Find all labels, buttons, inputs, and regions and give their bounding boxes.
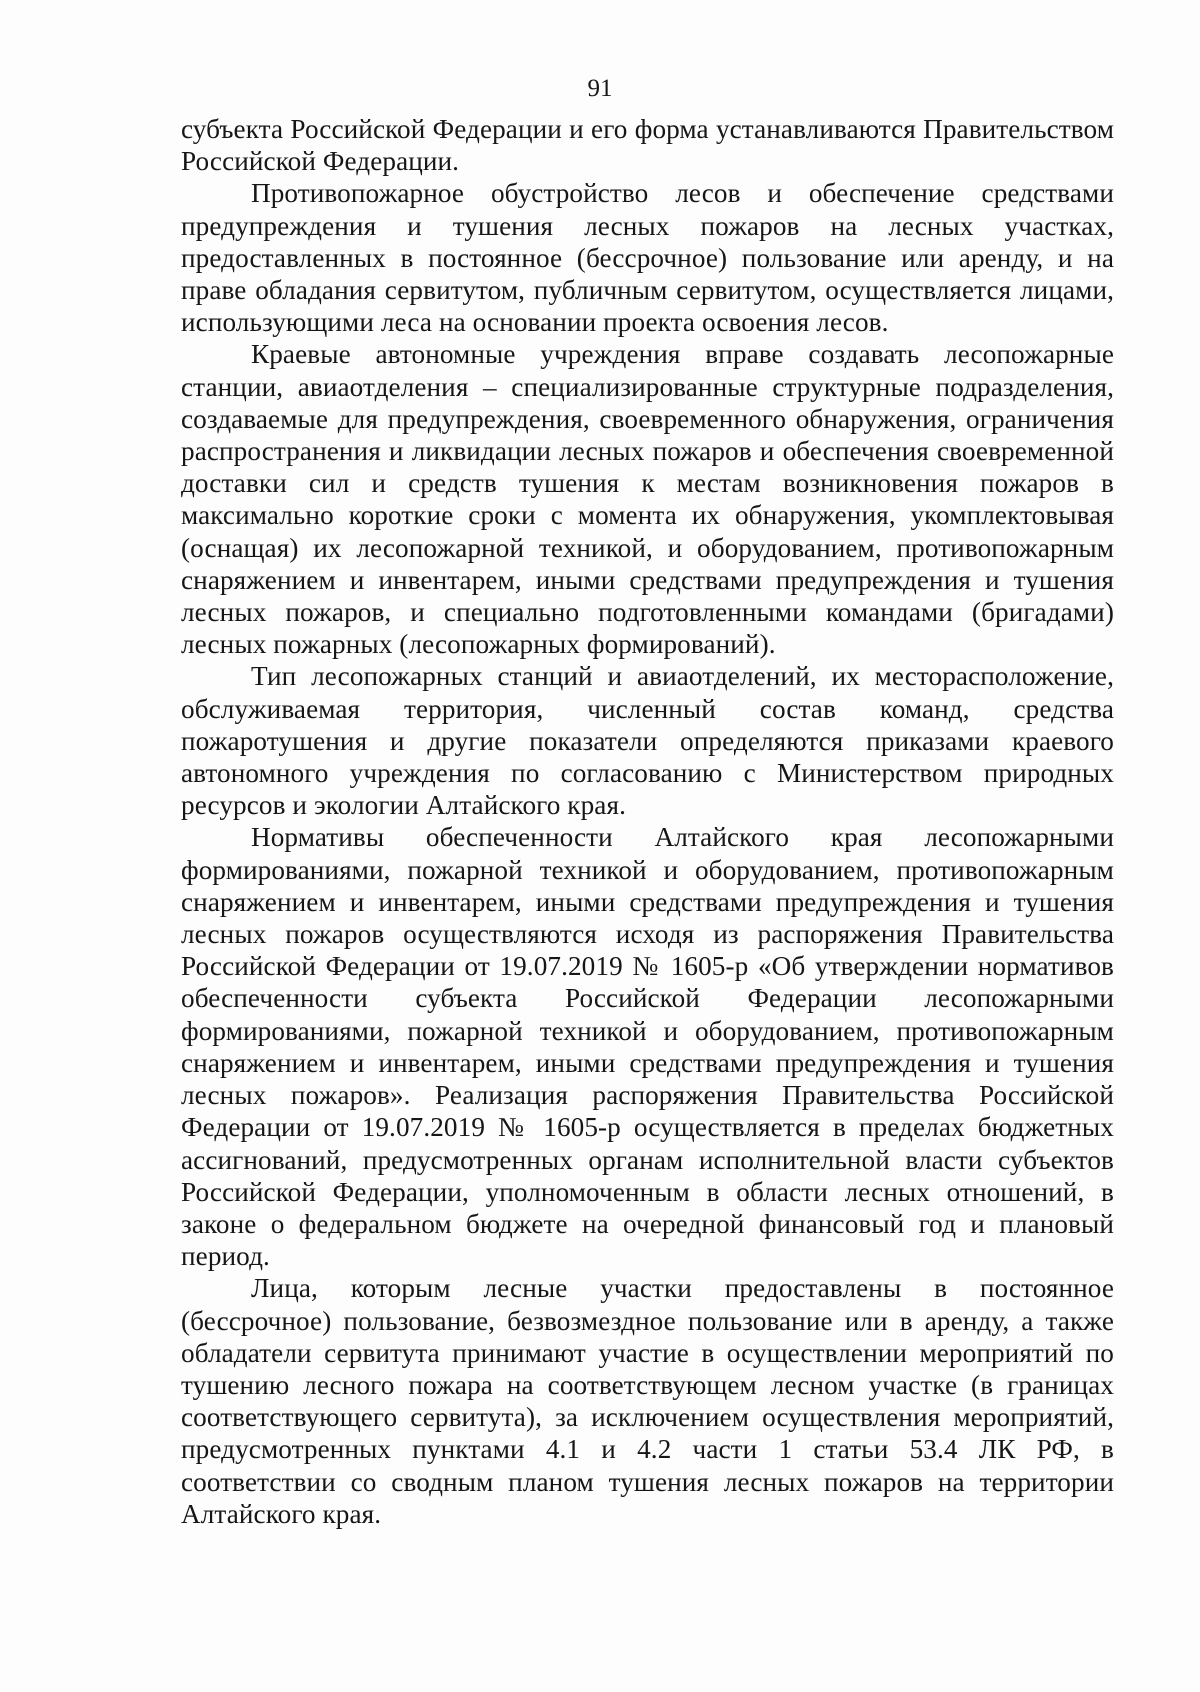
paragraph-provision-standards: Нормативы обеспеченности Алтайского края лесопожарными формированиями, пожарной техникой и оборудованием, противопожарным снаряжением и инвентарем, иными средствами предупреждения и тушения лесных пожаров осуществляются исходя из распоряжения Правительства Российской Федерации от 19.07.2019 № 1605-р «Об утверждении нормативов обеспеченности субъекта Российской Федерации лесопожарными формированиями, пожарной техникой и оборудованием, противопожарным снаряжением и инвентарем, иными средствами предупреждения и тушения лесных пожаров». Реализация распоряжения Правительства Российской Федерации от 19.07.2019 № 1605-р осуществляется в пределах бюджетных ассигнований, предусмотренных органам исполнительной власти субъектов Российской Федерации, уполномоченным в области лесных отношений, в законе о федеральном бюджете на очередной финансовый год и плановый период.	[181, 822, 1114, 1272]
paragraph-leaseholders-participation: Лица, которым лесные участки предоставлены в постоянное (бессрочное) пользование, безвозмездное пользование или в аренду, а также обладатели сервитута принимают участие в осуществлении мероприятий по тушению лесного пожара на соответствующем лесном участке (в границах соответствующего сервитута), за исключением осуществления мероприятий, предусмотренных пунктами 4.1 и 4.2 части 1 статьи 53.4 ЛК РФ, в соответствии со сводным планом тушения лесных пожаров на территории Алтайского края.	[181, 1273, 1114, 1529]
paragraph-fire-prevention-arrangement: Противопожарное обустройство лесов и обеспечение средствами предупреждения и тушения лесных пожаров на лесных участках, предоставленных в постоянное (бессрочное) пользование или аренду, и на праве обладания сервитутом, публичным сервитутом, осуществляется лицами, использующими леса на основании проекта освоения лесов.	[181, 178, 1114, 338]
paragraph-continuation: субъекта Российской Федерации и его форма устанавливаются Правительством Российской Федерации.	[181, 114, 1114, 177]
paragraph-autonomous-institutions: Краевые автономные учреждения вправе создавать лесопожарные станции, авиаотделения – специализированные структурные подразделения, создаваемые для предупреждения, своевременного обнаружения, ограничения распространения и ликвидации лесных пожаров и обеспечения своевременной доставки сил и средств тушения к местам возникновения пожаров в максимально короткие сроки с момента их обнаружения, укомплектовывая (оснащая) их лесопожарной техникой, и оборудованием, противопожарным снаряжением и инвентарем, иными средствами предупреждения и тушения лесных пожаров, и специально подготовленными командами (бригадами) лесных пожарных (лесопожарных формирований).	[181, 339, 1114, 660]
paragraph-station-types: Тип лесопожарных станций и авиаотделений, их месторасположение, обслуживаемая территория, численный состав команд, средства пожаротушения и другие показатели определяются приказами краевого автономного учреждения по согласованию с Министерством природных ресурсов и экологии Алтайского края.	[181, 661, 1114, 821]
page-number: 91	[587, 75, 613, 102]
document-body	[181, 113, 1114, 1530]
